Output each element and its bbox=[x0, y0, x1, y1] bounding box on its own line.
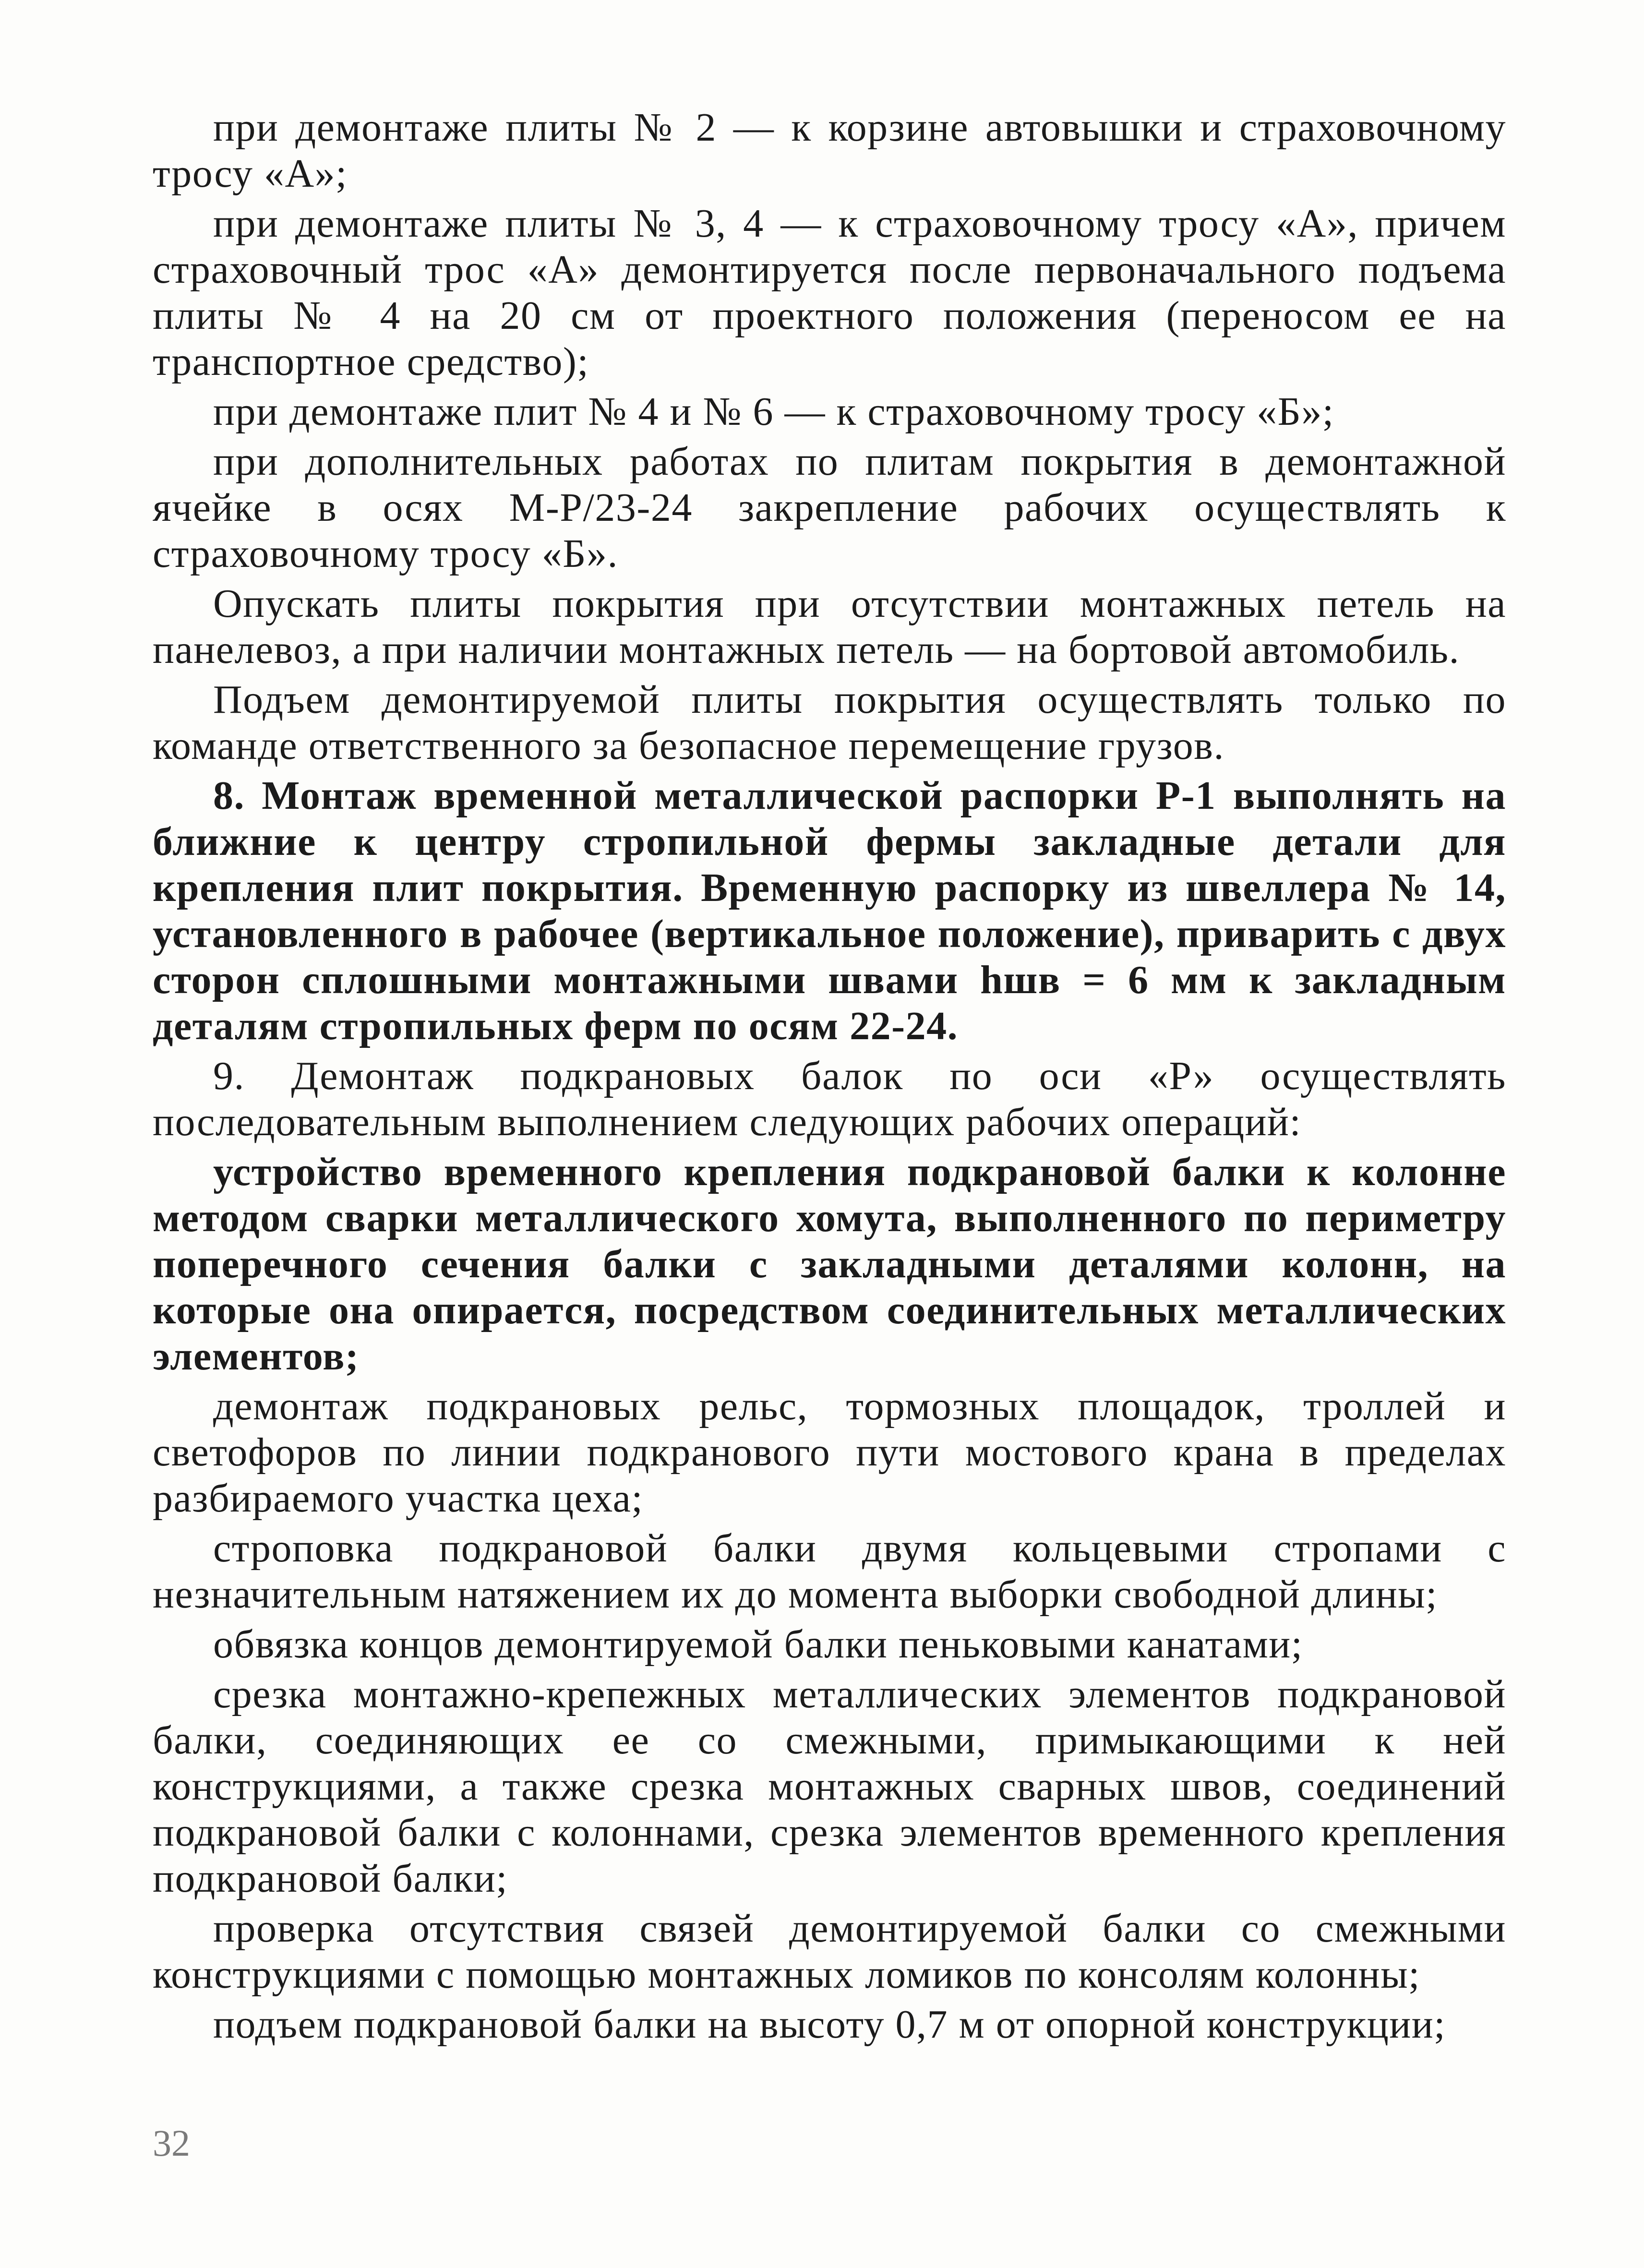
paragraph-item-8: 8. Монтаж временной металлической распорки Р-1 выполнять на ближние к центру стропильной фермы закладные детали для крепления плит покрытия. Временную распорку из швеллера № 14, установленного в рабочее (вертикальное положение), приварить с двух сторон сплошными монтажными швами hшв = 6 мм к закладным деталям стропильных ферм по осям 22-24. bbox=[153, 773, 1506, 1048]
paragraph-check-connections: проверка отсутствия связей демонтируемой балки со смежными конструкциями с помощью монтажных ломиков по консолям колонны; bbox=[153, 1906, 1506, 1997]
paragraph-plates-4-6: при демонтаже плит № 4 и № 6 — к страховочному тросу «Б»; bbox=[213, 389, 1334, 434]
page-number: 32 bbox=[153, 2122, 190, 2164]
paragraph-slinging: строповка подкрановой балки двумя кольцевыми стропами с незначительным натяжением их до момента выборки свободной длины; bbox=[153, 1526, 1506, 1617]
paragraph-temporary-fixing: устройство временного крепления подкрановой балки к колонне методом сварки металлического хомута, выполненного по периметру поперечного сечения балки с закладными деталями колонн, на которые она опирается, посредством соединительных металлических элементов; bbox=[153, 1150, 1506, 1379]
paragraph-additional-works: при дополнительных работах по плитам покрытия в демонтажной ячейке в осях М-Р/23-24 закрепление рабочих осуществлять к страховочному тросу «Б». bbox=[153, 439, 1506, 576]
paragraph-item-9: 9. Демонтаж подкрановых балок по оси «Р» осуществлять последовательным выполнением следующих рабочих операций: bbox=[153, 1054, 1506, 1144]
paragraph-rail-dismantling: демонтаж подкрановых рельс, тормозных площадок, троллей и светофоров по линии подкранового пути мостового крана в пределах разбираемого участка цеха; bbox=[153, 1384, 1506, 1521]
paragraph-plate-3-4: при демонтаже плиты № 3, 4 — к страховочному тросу «А», причем страховочный трос «А» демонтируется после первоначального подъема плиты № 4 на 20 см от проектного положения (переносом ее на транспортное средство); bbox=[153, 201, 1506, 384]
paragraph-lifting-beam: подъем подкрановой балки на высоту 0,7 м от опорной конструкции; bbox=[213, 2002, 1446, 2047]
paragraph-cutting: срезка монтажно-крепежных металлических элементов подкрановой балки, соединяющих ее со смежными, примыкающими к ней конструкциями, а также срезка монтажных сварных швов, соединений подкрановой балки с колоннами, срезка элементов временного крепления подкрановой балки; bbox=[153, 1672, 1506, 1901]
paragraph-lowering-plates: Опускать плиты покрытия при отсутствии монтажных петель на панелевоз, а при наличии монтажных петель — на бортовой автомобиль. bbox=[153, 581, 1506, 672]
paragraph-rope-tying: обвязка концов демонтируемой балки пеньковыми канатами; bbox=[213, 1622, 1303, 1667]
paragraph-lifting-command: Подъем демонтируемой плиты покрытия осуществлять только по команде ответственного за безопасное перемещение грузов. bbox=[153, 677, 1506, 768]
body-text bbox=[153, 105, 1506, 2052]
paragraph-plate-2: при демонтаже плиты № 2 — к корзине автовышки и страховочному тросу «А»; bbox=[153, 105, 1506, 196]
